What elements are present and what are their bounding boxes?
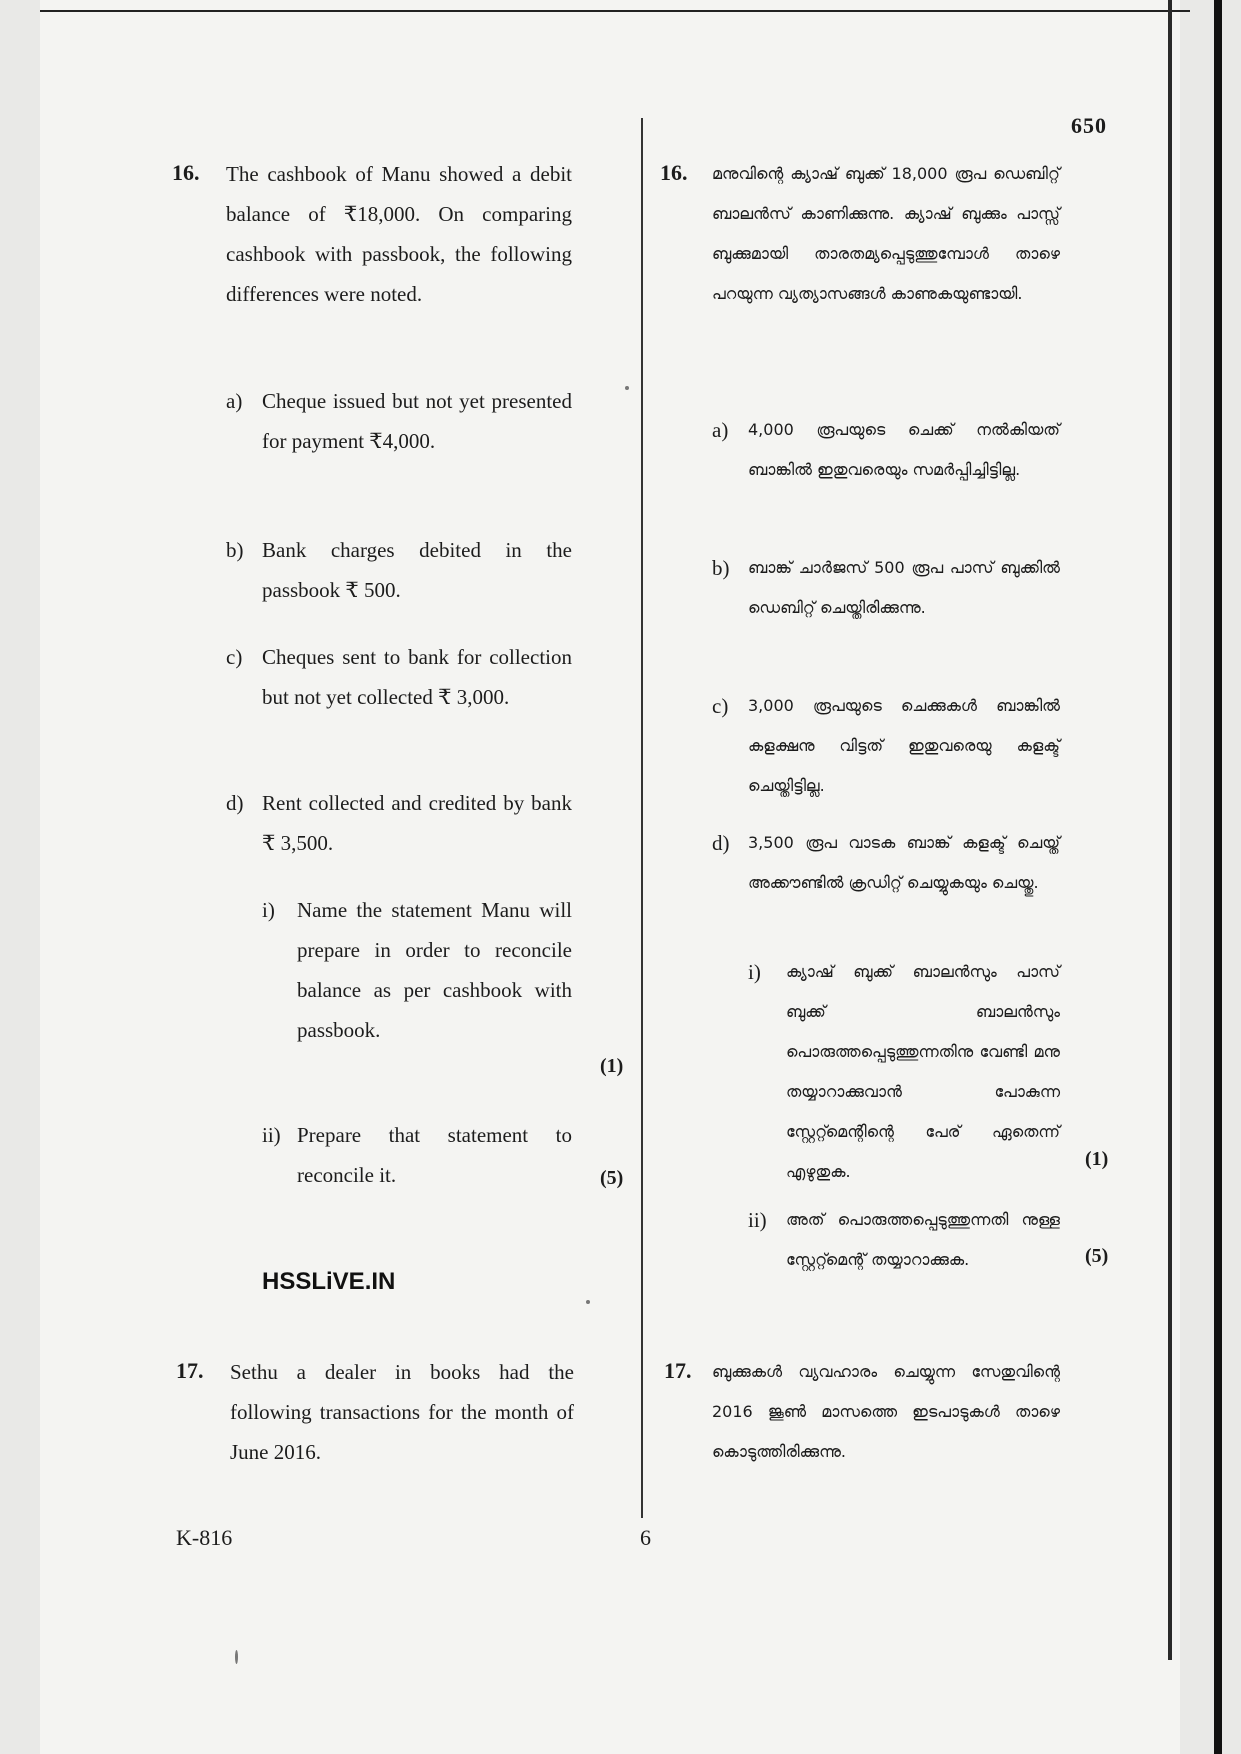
option-d-label-ml: d) (712, 831, 730, 855)
option-c-label: c) (226, 645, 243, 669)
subq-i-text-ml: ക്യാഷ് ബുക്ക് ബാലൻസും പാസ് ബുക്ക് ബാലൻസും പൊരുത്തപ്പെടുത്തുന്നതിനു വേണ്ടി മനു തയ്യാറാക്കുവാൻ പോകുന്ന സ്റ്റേറ്റ്മെന്റിന്റെ പേര് ഏതെന്ന് എഴുതുക. (786, 962, 1060, 1181)
subq-ii-label-ml: ii) (748, 1208, 767, 1232)
scan-speck (586, 1300, 590, 1304)
option-d-text-ml: 3,500 രൂപ വാടക ബാങ്ക് കളക്ട് ചെയ്ത് അക്കൗണ്ടിൽ ക്രഡിറ്റ് ചെയ്യുകയും ചെയ്തു. (748, 833, 1060, 892)
subq-ii-text: Prepare that statement to reconcile it. (297, 1123, 572, 1187)
option-a-text-ml: 4,000 രൂപയുടെ ചെക്ക് നൽകിയത് ബാങ്കിൽ ഇതുവരെയും സമർപ്പിച്ചിട്ടില്ല. (748, 420, 1060, 479)
question-17-text-ml: ബുക്കുകൾ വ്യവഹാരം ചെയ്യുന്ന സേതുവിന്റെ 2016 ജൂൺ മാസത്തെ ഇടപാടുകൾ താഴെ കൊടുത്തിരിക്കുന്നു. (712, 1362, 1060, 1461)
question-16-number-ml: 16. (660, 160, 688, 185)
option-c-label-ml: c) (712, 694, 729, 718)
page-number: 650 (1071, 113, 1107, 138)
subq-i-marks: (1) (600, 1055, 624, 1077)
scan-edge-bar (1214, 0, 1222, 1754)
top-rule (40, 10, 1190, 12)
question-17-text: Sethu a dealer in books had the following transactions for the month of June 2016. (230, 1360, 574, 1464)
option-b-label-ml: b) (712, 556, 730, 580)
subq-ii-text-ml: അത് പൊരുത്തപ്പെടുത്തുന്നതി നുള്ള സ്റ്റേറ്റ്മെന്റ് തയ്യാറാക്കുക. (786, 1210, 1060, 1269)
option-c-text-ml: 3,000 രൂപയുടെ ചെക്കുകൾ ബാങ്കിൽ കളക്ഷനു വിട്ടത് ഇതുവരെയു കളക്ട് ചെയ്തിട്ടില്ല. (748, 696, 1060, 795)
subq-ii-label: ii) (262, 1123, 281, 1147)
scan-speck (625, 386, 629, 390)
option-a-label: a) (226, 389, 243, 413)
question-17-number: 17. (176, 1358, 204, 1383)
subq-i-text: Name the statement Manu will prepare in order to reconcile balance as per cashbook with passbook. (297, 898, 572, 1042)
question-17-number-ml: 17. (664, 1358, 692, 1383)
option-d-label: d) (226, 791, 244, 815)
column-divider (641, 118, 643, 1518)
option-c-text: Cheques sent to bank for collection but not yet collected ₹ 3,000. (262, 645, 572, 709)
scan-speck (235, 1650, 238, 1664)
scan-edge-line (1168, 0, 1172, 1660)
subq-ii-marks: (5) (600, 1167, 624, 1189)
subq-i-marks-ml: (1) (1085, 1148, 1109, 1170)
subq-ii-marks-ml: (5) (1085, 1245, 1109, 1267)
option-b-text: Bank charges debited in the passbook ₹ 500. (262, 538, 572, 602)
paper-code: K-816 (176, 1525, 233, 1550)
question-16-intro: The cashbook of Manu showed a debit balance of ₹18,000. On comparing cashbook with passbook, the following differences were noted. (226, 162, 572, 306)
question-16-number: 16. (172, 160, 200, 185)
subq-i-label: i) (262, 898, 275, 922)
option-b-label: b) (226, 538, 244, 562)
option-b-text-ml: ബാങ്ക് ചാർജസ് 500 രൂപ പാസ് ബുക്കിൽ ഡെബിറ്റ് ചെയ്തിരിക്കുന്നു. (748, 558, 1060, 617)
watermark-logo: HSSLiVE.IN (262, 1268, 396, 1295)
footer-page-number: 6 (640, 1525, 651, 1550)
question-16-intro-ml: മനുവിന്റെ ക്യാഷ് ബുക്ക് 18,000 രൂപ ഡെബിറ്റ് ബാലൻസ് കാണിക്കുന്നു. ക്യാഷ് ബുക്കും പാസ്സ് ബുക്കുമായി താരതമ്യപ്പെടുത്തുമ്പോൾ താഴെ പറയുന്ന വ്യത്യാസങ്ങൾ കാണുകയുണ്ടായി. (712, 164, 1060, 303)
option-a-label-ml: a) (712, 418, 729, 442)
option-a-text: Cheque issued but not yet presented for payment ₹4,000. (262, 389, 572, 453)
option-d-text: Rent collected and credited by bank ₹ 3,500. (262, 791, 572, 855)
subq-i-label-ml: i) (748, 960, 761, 984)
